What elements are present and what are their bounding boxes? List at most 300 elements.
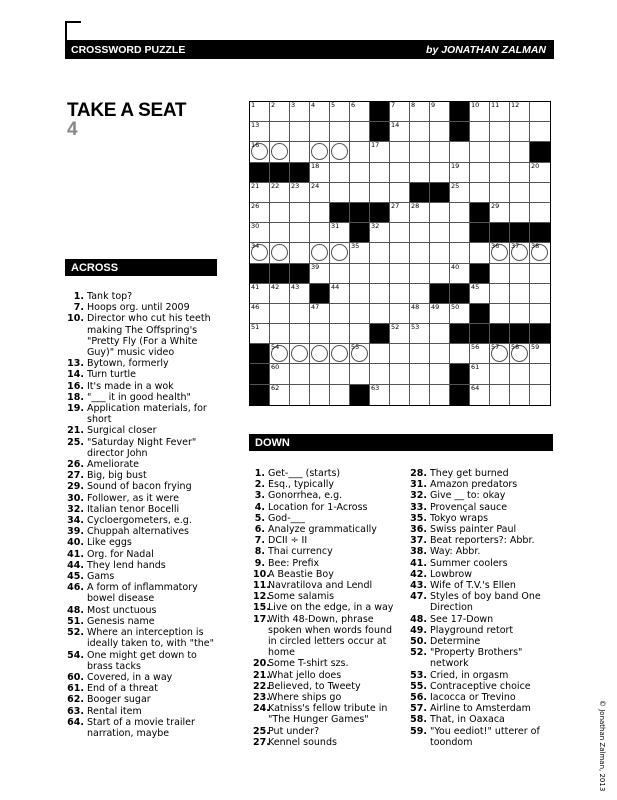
clue-item[interactable]	[67, 526, 219, 537]
grid-cell[interactable]	[350, 142, 370, 162]
grid-cell[interactable]	[410, 304, 430, 324]
clue-item[interactable]	[67, 358, 219, 369]
clue-number: 22.	[253, 680, 270, 692]
grid-cell[interactable]	[510, 142, 530, 162]
clue-item[interactable]	[253, 658, 403, 669]
clue-item[interactable]	[402, 468, 552, 479]
clue-number: 48.	[410, 613, 427, 625]
grid-cell[interactable]	[270, 142, 290, 162]
grid-block	[250, 163, 270, 183]
grid-cell[interactable]	[270, 304, 290, 324]
grid-cell[interactable]	[270, 284, 290, 304]
grid-cell[interactable]	[270, 102, 290, 122]
grid-cell[interactable]	[310, 364, 330, 384]
grid-cell[interactable]	[350, 324, 370, 344]
grid-cell[interactable]	[290, 183, 310, 203]
grid-cell[interactable]	[310, 344, 330, 364]
grid-cell[interactable]	[370, 163, 390, 183]
clue-item[interactable]	[67, 537, 219, 548]
grid-cell[interactable]	[430, 223, 450, 243]
grid-cell[interactable]	[510, 344, 530, 364]
cell-number: 32	[371, 222, 380, 231]
grid-cell[interactable]	[490, 385, 510, 405]
grid-cell[interactable]	[250, 102, 270, 122]
grid-cell[interactable]	[510, 364, 530, 384]
grid-cell[interactable]	[270, 183, 290, 203]
grid-block	[290, 163, 310, 183]
grid-cell[interactable]	[430, 102, 450, 122]
clue-text: A Beastie Boy	[268, 568, 334, 580]
cell-number: 1	[251, 101, 256, 109]
grid-cell[interactable]	[390, 183, 410, 203]
grid-cell[interactable]	[330, 385, 350, 405]
grid-cell[interactable]	[290, 142, 310, 162]
grid-cell[interactable]	[370, 264, 390, 284]
clue-text: Cried, in orgasm	[430, 669, 509, 681]
grid-cell[interactable]	[490, 122, 510, 142]
grid-cell[interactable]	[310, 304, 330, 324]
grid-cell[interactable]	[370, 142, 390, 162]
grid-cell[interactable]	[430, 364, 450, 384]
clue-item[interactable]	[253, 681, 403, 692]
clue-item[interactable]	[402, 591, 552, 613]
grid-cell[interactable]	[450, 163, 470, 183]
circle-mark	[271, 244, 288, 261]
grid-cell[interactable]	[290, 102, 310, 122]
clue-item[interactable]	[67, 392, 219, 403]
clue-text: God-___	[268, 512, 305, 524]
grid-cell[interactable]	[310, 163, 330, 183]
grid-cell[interactable]	[510, 122, 530, 142]
clue-item[interactable]	[402, 614, 552, 625]
clue-text: Get-___ (starts)	[268, 468, 341, 479]
grid-cell[interactable]	[390, 223, 410, 243]
grid-cell[interactable]	[490, 243, 510, 263]
clue-item[interactable]	[67, 683, 219, 694]
grid-cell[interactable]	[250, 203, 270, 223]
grid-cell[interactable]	[330, 264, 350, 284]
clue-item[interactable]	[67, 672, 219, 683]
grid-cell[interactable]	[390, 324, 410, 344]
clue-text: Bee: Prefix	[268, 557, 320, 569]
cell-number: 5	[331, 101, 336, 109]
grid-cell[interactable]	[510, 385, 530, 405]
grid-cell[interactable]	[490, 102, 510, 122]
grid-cell[interactable]	[470, 364, 490, 384]
grid-cell[interactable]	[250, 284, 270, 304]
clue-item[interactable]	[402, 647, 552, 669]
clue-item[interactable]	[67, 381, 219, 392]
grid-cell[interactable]	[470, 163, 490, 183]
grid-cell[interactable]	[250, 122, 270, 142]
grid-cell[interactable]	[270, 203, 290, 223]
grid-cell[interactable]	[390, 284, 410, 304]
cell-number: 8	[411, 101, 416, 109]
clue-text: That, in Oaxaca	[430, 714, 505, 726]
grid-cell[interactable]	[370, 243, 390, 263]
grid-cell[interactable]	[450, 142, 470, 162]
grid-cell[interactable]	[490, 284, 510, 304]
clue-item[interactable]	[67, 717, 219, 739]
grid-cell[interactable]	[510, 264, 530, 284]
grid-cell[interactable]	[390, 122, 410, 142]
grid-cell[interactable]	[390, 142, 410, 162]
grid-cell[interactable]	[290, 364, 310, 384]
grid-cell[interactable]	[530, 183, 550, 203]
grid-cell[interactable]	[470, 102, 490, 122]
clue-number: 41.	[410, 557, 427, 569]
grid-cell[interactable]	[530, 364, 550, 384]
clue-item[interactable]	[253, 726, 403, 737]
grid-cell[interactable]	[330, 344, 350, 364]
grid-block	[470, 304, 490, 324]
grid-cell[interactable]	[430, 304, 450, 324]
grid-cell[interactable]	[450, 183, 470, 203]
clue-item[interactable]	[253, 546, 403, 557]
grid-cell[interactable]	[470, 183, 490, 203]
grid-cell[interactable]	[370, 304, 390, 324]
grid-cell[interactable]	[330, 324, 350, 344]
grid-cell[interactable]	[330, 364, 350, 384]
grid-cell[interactable]	[510, 102, 530, 122]
grid-cell[interactable]	[390, 344, 410, 364]
grid-cell[interactable]	[350, 163, 370, 183]
grid-cell[interactable]	[410, 142, 430, 162]
grid-cell[interactable]	[410, 344, 430, 364]
clue-item[interactable]	[402, 580, 552, 591]
grid-cell[interactable]	[410, 163, 430, 183]
grid-cell[interactable]	[430, 344, 450, 364]
grid-cell[interactable]	[510, 243, 530, 263]
grid-cell[interactable]	[370, 223, 390, 243]
grid-cell[interactable]	[410, 102, 430, 122]
clue-text: See 17-Down	[430, 613, 494, 625]
clue-item[interactable]	[253, 490, 403, 501]
grid-cell[interactable]	[390, 203, 410, 223]
grid-cell[interactable]	[290, 223, 310, 243]
clue-number: 30.	[67, 492, 84, 504]
grid-cell[interactable]	[390, 243, 410, 263]
grid-cell[interactable]	[510, 304, 530, 324]
grid-cell[interactable]	[250, 324, 270, 344]
clue-item[interactable]	[67, 470, 219, 481]
grid-cell[interactable]	[290, 385, 310, 405]
clue-item[interactable]	[67, 694, 219, 705]
clue-item[interactable]	[402, 546, 552, 557]
grid-block	[250, 364, 270, 384]
grid-cell[interactable]	[310, 324, 330, 344]
grid-cell[interactable]	[490, 163, 510, 183]
grid-cell[interactable]	[390, 163, 410, 183]
crossword-grid[interactable]	[249, 101, 551, 406]
grid-cell[interactable]	[470, 243, 490, 263]
clue-number: 6.	[254, 524, 265, 536]
grid-cell[interactable]	[250, 142, 270, 162]
clue-item[interactable]	[402, 490, 552, 501]
grid-cell[interactable]	[490, 364, 510, 384]
grid-cell[interactable]	[290, 304, 310, 324]
grid-cell[interactable]	[330, 243, 350, 263]
grid-cell[interactable]	[410, 203, 430, 223]
grid-cell[interactable]	[270, 122, 290, 142]
clue-item[interactable]	[402, 479, 552, 490]
grid-cell[interactable]	[530, 304, 550, 324]
grid-cell[interactable]	[270, 385, 290, 405]
clue-item[interactable]	[67, 650, 219, 672]
grid-cell[interactable]	[310, 203, 330, 223]
clue-text: Where ships go	[268, 692, 342, 704]
grid-cell[interactable]	[470, 344, 490, 364]
clue-item[interactable]	[67, 313, 219, 358]
grid-cell[interactable]	[270, 243, 290, 263]
grid-cell[interactable]	[290, 344, 310, 364]
grid-cell[interactable]	[350, 183, 370, 203]
clue-item[interactable]	[402, 681, 552, 692]
grid-cell[interactable]	[530, 385, 550, 405]
clue-item[interactable]	[253, 591, 403, 602]
grid-cell[interactable]	[270, 344, 290, 364]
clue-item[interactable]	[253, 468, 403, 479]
clue-item[interactable]	[253, 558, 403, 569]
clue-number: 52.	[67, 627, 84, 639]
clue-item[interactable]	[402, 670, 552, 681]
grid-cell[interactable]	[310, 264, 330, 284]
grid-cell[interactable]	[370, 284, 390, 304]
grid-cell[interactable]	[350, 284, 370, 304]
cell-number: 36	[491, 242, 500, 251]
grid-cell[interactable]	[510, 183, 530, 203]
grid-cell[interactable]	[310, 243, 330, 263]
clue-item[interactable]	[67, 616, 219, 627]
cell-number: 59	[531, 343, 540, 352]
grid-cell[interactable]	[490, 203, 510, 223]
clue-item[interactable]	[402, 726, 552, 748]
clue-item[interactable]	[253, 614, 403, 659]
clue-item[interactable]	[253, 535, 403, 546]
clue-item[interactable]	[67, 403, 219, 425]
clue-item[interactable]	[67, 605, 219, 616]
grid-cell[interactable]	[430, 324, 450, 344]
clue-item[interactable]	[402, 625, 552, 636]
clue-item[interactable]	[402, 535, 552, 546]
grid-cell[interactable]	[410, 223, 430, 243]
grid-cell[interactable]	[350, 122, 370, 142]
grid-cell[interactable]	[330, 183, 350, 203]
grid-cell[interactable]	[350, 364, 370, 384]
grid-cell[interactable]	[510, 203, 530, 223]
grid-cell[interactable]	[530, 163, 550, 183]
grid-cell[interactable]	[370, 364, 390, 384]
grid-cell[interactable]	[310, 183, 330, 203]
grid-cell[interactable]	[330, 284, 350, 304]
grid-cell[interactable]	[250, 243, 270, 263]
grid-cell[interactable]	[350, 243, 370, 263]
grid-cell[interactable]	[410, 264, 430, 284]
clue-item[interactable]	[67, 291, 219, 302]
grid-cell[interactable]	[430, 385, 450, 405]
grid-cell[interactable]	[270, 324, 290, 344]
grid-cell[interactable]	[470, 284, 490, 304]
clue-item[interactable]	[253, 692, 403, 703]
clue-item[interactable]	[402, 636, 552, 647]
grid-cell[interactable]	[290, 324, 310, 344]
grid-cell[interactable]	[530, 264, 550, 284]
clue-item[interactable]	[67, 706, 219, 717]
grid-cell[interactable]	[390, 304, 410, 324]
clue-text: Gams	[87, 571, 115, 583]
clue-number: 3.	[254, 490, 265, 502]
grid-cell[interactable]	[470, 385, 490, 405]
grid-cell[interactable]	[530, 203, 550, 223]
grid-cell[interactable]	[490, 183, 510, 203]
grid-cell[interactable]	[270, 364, 290, 384]
grid-cell[interactable]	[450, 203, 470, 223]
clue-item[interactable]	[253, 569, 403, 580]
grid-cell[interactable]	[430, 243, 450, 263]
grid-cell[interactable]	[290, 243, 310, 263]
grid-cell[interactable]	[370, 344, 390, 364]
grid-cell[interactable]	[410, 324, 430, 344]
grid-cell[interactable]	[350, 264, 370, 284]
grid-cell[interactable]	[430, 203, 450, 223]
clue-item[interactable]	[253, 580, 403, 591]
clue-item[interactable]	[67, 302, 219, 313]
clue-text: Location for 1-Across	[268, 501, 368, 513]
clue-item[interactable]	[402, 558, 552, 569]
clue-item[interactable]	[67, 549, 219, 560]
clue-item[interactable]	[402, 714, 552, 725]
grid-cell[interactable]	[470, 142, 490, 162]
grid-cell[interactable]	[290, 122, 310, 142]
clue-item[interactable]	[67, 437, 219, 459]
grid-block	[370, 203, 390, 223]
grid-cell[interactable]	[450, 223, 470, 243]
grid-cell[interactable]	[430, 122, 450, 142]
clue-item[interactable]	[253, 737, 403, 748]
grid-cell[interactable]	[250, 304, 270, 324]
grid-cell[interactable]	[390, 364, 410, 384]
grid-cell[interactable]	[310, 142, 330, 162]
grid-cell[interactable]	[530, 344, 550, 364]
grid-cell[interactable]	[410, 385, 430, 405]
clue-item[interactable]	[402, 692, 552, 703]
clue-item[interactable]	[67, 627, 219, 649]
grid-cell[interactable]	[370, 385, 390, 405]
grid-cell[interactable]	[470, 122, 490, 142]
grid-block	[290, 264, 310, 284]
grid-cell[interactable]	[490, 264, 510, 284]
grid-cell[interactable]	[510, 163, 530, 183]
clue-item[interactable]	[253, 670, 403, 681]
clue-item[interactable]	[253, 502, 403, 513]
grid-cell[interactable]	[410, 364, 430, 384]
clue-item[interactable]	[253, 513, 403, 524]
grid-cell[interactable]	[450, 243, 470, 263]
grid-cell[interactable]	[450, 304, 470, 324]
clue-item[interactable]	[67, 493, 219, 504]
clue-item[interactable]	[402, 502, 552, 513]
clue-item[interactable]	[253, 703, 403, 725]
clue-item[interactable]	[402, 703, 552, 714]
grid-cell[interactable]	[270, 223, 290, 243]
clue-number: 57.	[410, 703, 427, 715]
grid-cell[interactable]	[350, 102, 370, 122]
clue-item[interactable]	[67, 459, 219, 470]
grid-cell[interactable]	[490, 344, 510, 364]
clue-item[interactable]	[402, 524, 552, 535]
clue-text: Amazon predators	[430, 479, 518, 491]
grid-cell[interactable]	[330, 102, 350, 122]
grid-cell[interactable]	[530, 102, 550, 122]
clue-item[interactable]	[67, 504, 219, 515]
clue-item[interactable]	[67, 560, 219, 571]
clue-text: They get burned	[430, 468, 509, 479]
grid-cell[interactable]	[410, 243, 430, 263]
grid-cell[interactable]	[350, 304, 370, 324]
grid-cell[interactable]	[510, 284, 530, 304]
grid-cell[interactable]	[430, 163, 450, 183]
grid-cell[interactable]	[330, 163, 350, 183]
grid-cell[interactable]	[430, 142, 450, 162]
clue-item[interactable]	[253, 602, 403, 613]
grid-cell[interactable]	[450, 264, 470, 284]
grid-cell[interactable]	[370, 183, 390, 203]
grid-cell[interactable]	[310, 385, 330, 405]
grid-cell[interactable]	[530, 122, 550, 142]
grid-cell[interactable]	[490, 142, 510, 162]
grid-cell[interactable]	[310, 122, 330, 142]
clue-item[interactable]	[253, 479, 403, 490]
grid-cell[interactable]	[310, 102, 330, 122]
grid-cell[interactable]	[390, 264, 410, 284]
grid-cell[interactable]	[530, 284, 550, 304]
clue-item[interactable]	[67, 369, 219, 380]
grid-cell[interactable]	[250, 183, 270, 203]
cell-number: 6	[351, 101, 356, 109]
grid-cell[interactable]	[330, 122, 350, 142]
clue-text: Rental item	[87, 705, 142, 717]
grid-cell[interactable]	[290, 284, 310, 304]
grid-cell[interactable]	[330, 223, 350, 243]
grid-cell[interactable]	[350, 344, 370, 364]
grid-cell[interactable]	[390, 102, 410, 122]
grid-cell[interactable]	[250, 223, 270, 243]
grid-cell[interactable]	[390, 385, 410, 405]
clue-number: 26.	[67, 459, 84, 471]
grid-cell[interactable]	[410, 284, 430, 304]
clue-item[interactable]	[67, 515, 219, 526]
clue-item[interactable]	[67, 481, 219, 492]
clue-item[interactable]	[402, 569, 552, 580]
clue-item[interactable]	[253, 524, 403, 535]
cell-number: 61	[471, 363, 480, 372]
grid-cell[interactable]	[330, 142, 350, 162]
across-heading: ACROSS	[65, 259, 217, 276]
clue-item[interactable]	[67, 425, 219, 436]
grid-cell[interactable]	[290, 203, 310, 223]
grid-cell[interactable]	[330, 304, 350, 324]
grid-cell[interactable]	[450, 344, 470, 364]
grid-cell[interactable]	[490, 304, 510, 324]
clue-item[interactable]	[402, 513, 552, 524]
grid-cell[interactable]	[310, 223, 330, 243]
grid-cell[interactable]	[410, 122, 430, 142]
clue-item[interactable]	[67, 582, 219, 604]
clue-item[interactable]	[67, 571, 219, 582]
cell-number: 56	[471, 343, 480, 352]
grid-cell[interactable]	[430, 264, 450, 284]
grid-cell[interactable]	[530, 243, 550, 263]
